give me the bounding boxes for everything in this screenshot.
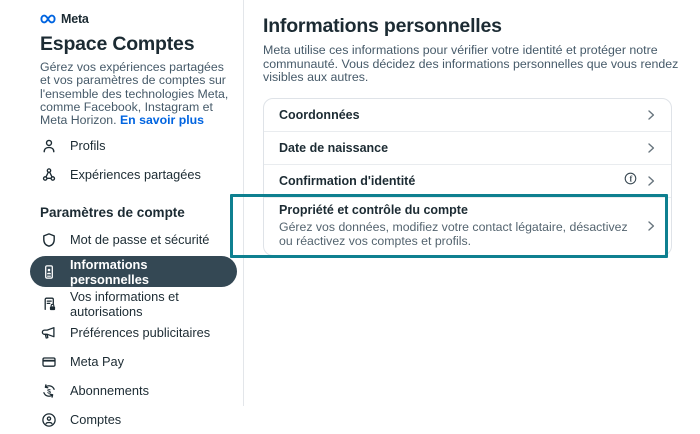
sidebar-item-label: Profils (70, 138, 106, 154)
sidebar-item-meta-pay[interactable] (30, 347, 237, 376)
row-label: Date de naissance (279, 140, 389, 155)
row-label: Coordonnées (279, 107, 360, 122)
row-date-de-naissance[interactable] (264, 132, 671, 165)
facebook-icon (624, 172, 637, 190)
sidebar-item-preferences-publicitaires[interactable] (30, 318, 237, 347)
chevron-right-icon (646, 220, 656, 232)
row-coordonnees[interactable] (264, 99, 671, 132)
main-content (263, 0, 693, 256)
id-card-icon (40, 263, 57, 280)
sidebar-item-informations-personnelles[interactable] (30, 256, 237, 287)
sidebar-nav (40, 131, 237, 434)
sidebar-item-informations-autorisations[interactable] (30, 289, 237, 318)
shield-icon (40, 231, 57, 248)
sidebar (0, 0, 243, 428)
chevron-right-icon (646, 142, 656, 154)
accounts-icon (40, 411, 57, 428)
sidebar-item-label: Vos informations et autorisations (70, 288, 179, 319)
sidebar-item-label: Informations personnelles (70, 256, 149, 287)
chevron-right-icon (646, 175, 656, 187)
sidebar-item-label: Meta Pay (70, 354, 125, 370)
sidebar-item-label: Mot de passe et sécurité (70, 232, 210, 248)
credit-card-icon (40, 353, 57, 370)
sidebar-item-label: Comptes (70, 412, 122, 428)
row-label: Confirmation d'identité (279, 173, 416, 188)
sidebar-title: Espace Comptes (40, 33, 195, 55)
learn-more-link[interactable]: En savoir plus (119, 113, 205, 128)
sidebar-item-label: Expériences partagées (70, 167, 201, 183)
meta-logo-text: Meta (61, 11, 89, 26)
row-label: Propriété et contrôle du compte (279, 202, 468, 217)
sidebar-item-profils[interactable] (30, 131, 237, 160)
person-icon (40, 137, 57, 154)
svg-text:$: $ (46, 388, 51, 396)
document-lock-icon (40, 295, 57, 312)
sidebar-description-text: Gérez vos expériences partagées et vos paramètres de comptes sur l'ensemble des technologies Meta, comme Facebook, Instagram et Meta Horizon. (40, 60, 229, 128)
sidebar-item-mot-de-passe[interactable] (30, 225, 237, 254)
megaphone-icon (40, 324, 57, 341)
sidebar-item-abonnements[interactable] (30, 376, 237, 405)
meta-infinity-icon (40, 11, 56, 27)
sidebar-description (40, 61, 233, 127)
chevron-right-icon (646, 109, 656, 121)
page-description: Meta utilise ces informations pour vérifier votre identité et protéger notre communauté. Vous décidez des informations personnelles que vous rendez visibles aux autres. (263, 43, 679, 85)
shared-experiences-icon (40, 166, 57, 183)
page-title: Informations personnelles (263, 15, 502, 37)
sidebar-item-experiences-partagees[interactable] (30, 160, 237, 189)
personal-info-card (263, 98, 672, 256)
row-text (279, 203, 646, 249)
sidebar-item-comptes[interactable] (30, 405, 237, 434)
row-confirmation-identite[interactable] (264, 165, 671, 198)
subscriptions-icon (40, 382, 57, 399)
sidebar-item-label: Abonnements (70, 383, 149, 399)
row-propriete-controle[interactable] (264, 198, 671, 255)
sidebar-section-header: Paramètres de compte (40, 204, 185, 220)
row-description: Gérez vos données, modifiez votre contact légataire, désactivez ou réactivez vos comptes et profils. (279, 219, 628, 249)
svg-text:f: f (629, 174, 633, 184)
vertical-divider (243, 0, 244, 406)
sidebar-item-label: Préférences publicitaires (70, 325, 211, 341)
meta-logo (40, 11, 237, 26)
